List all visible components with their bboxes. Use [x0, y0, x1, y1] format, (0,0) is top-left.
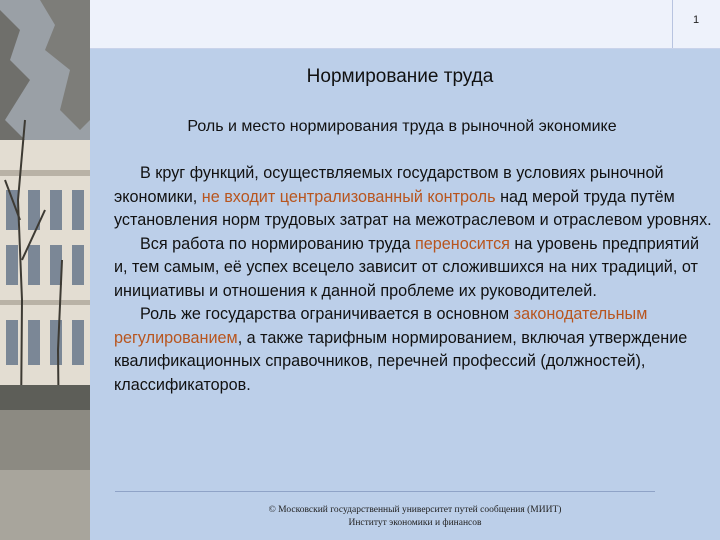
slide-title: Нормирование труда [306, 66, 494, 87]
paragraph-1-text: В круг функций, осуществляемых государством в условиях рыночной экономики, [114, 164, 664, 206]
paragraph-1-text-end: над мерой труда путём установления норм трудовых затрат на межотраслевом и отраслевом уровнях. [114, 187, 712, 229]
building-photo-image [0, 0, 90, 540]
paragraph-3 [114, 303, 714, 397]
paragraph-3-highlight: законодательным регулированием [114, 305, 648, 347]
header-band [90, 0, 720, 48]
paragraph-2-text: Вся работа по нормированию труда [140, 234, 415, 253]
footer-divider [115, 491, 655, 492]
paragraph-3-text-end: , а также тарифным нормированием, включая утверждение квалификационных справочников, перечней профессий (должностей), классификаторов. [114, 328, 688, 394]
footer [115, 504, 715, 530]
footer-copyright: © Московский государственный университет путей сообщения (МИИТ) [268, 505, 562, 515]
building-photo [0, 0, 90, 540]
page-number: 1 [692, 14, 700, 26]
body-text [114, 162, 714, 397]
paragraph-2-text-end: на уровень предприятий и, тем самым, её успех всецело зависит от сложившихся на них традиций, от инициативы и отношения к данной проблеме их руководителей. [114, 234, 700, 300]
paragraph-2 [114, 233, 714, 304]
footer-institute: Институт экономики и финансов [348, 518, 482, 528]
paragraph-3-text: Роль же государства ограничивается в основном [140, 305, 514, 323]
paragraph-1 [114, 162, 714, 233]
slide-subtitle: Роль и место нормирования труда в рыночной экономике [187, 118, 617, 135]
paragraph-2-highlight: переносится [414, 234, 510, 253]
paragraph-1-highlight: не входит централизованный контроль [201, 187, 496, 206]
